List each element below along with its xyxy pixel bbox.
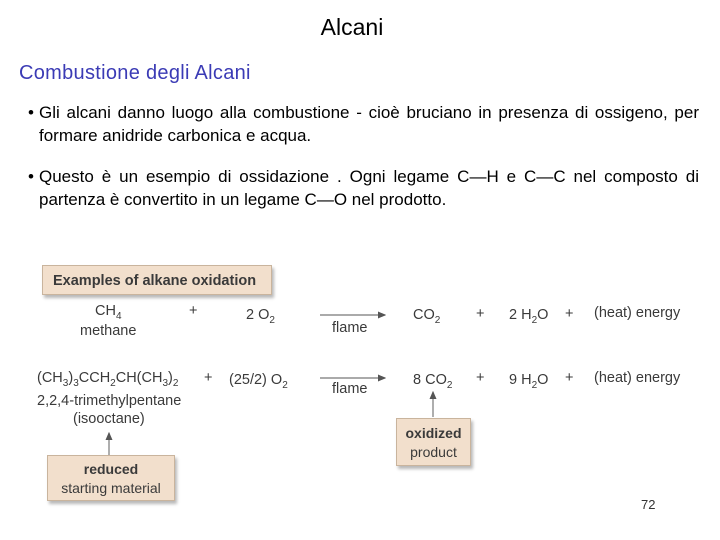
water-product: 2 $H_2O$ [509,307,549,326]
plus-sign: + [476,306,485,322]
oxidized-label-line2: product [410,444,457,460]
isooctane-name: 2,2,4-trimethylpentane [37,393,182,409]
energy-label: (heat) energy [594,370,681,386]
energy-label: (heat) energy [594,305,681,321]
oxygen-reactant: (25/2) $O_2$ [229,372,288,391]
figure-header: Examples of alkane oxidation [42,265,272,295]
methane-name: methane [80,323,137,339]
bullet-text: Questo è un esempio di ossidazione . Ogni legame C—H e C—C nel composto di partenza è convertito in un legame C—O nel prodotto. [39,167,699,209]
slide-subtitle: Combustione degli Alcani [19,62,251,84]
methane-formula: $CH_4$ [95,303,122,322]
plus-sign: + [565,370,574,386]
oxidized-label-line1: oxidized [405,425,462,441]
reduced-label-line2: starting material [61,480,161,496]
co2-product: 8 $CO_2$ [413,372,453,391]
co2-product: $CO_2$ [413,307,441,326]
oxygen-reactant: 2 $O_2$ [246,307,275,326]
slide-title: Alcani [320,14,384,40]
arrow-label-flame: flame [332,320,368,336]
isooctane-common-name: (isooctane) [73,411,145,427]
reduced-starting-material-label [47,455,175,501]
page-number: 72 [641,497,656,512]
isooctane-formula: $(CH_3)_3CCH_2CH(CH_3)_2$ [37,370,179,389]
bullet-dot: • [28,103,34,122]
reduced-label-line1: reduced [83,461,139,477]
oxidized-product-label [396,418,471,466]
plus-sign: + [204,370,213,386]
water-product: 9 $H_2O$ [509,372,549,391]
arrow-label-flame: flame [332,381,368,397]
bullet-dot: • [28,167,34,186]
plus-sign: + [476,370,485,386]
bullet-text: Gli alcani danno luogo alla combustione - cioè bruciano in presenza di ossigeno, per formare anidride carbonica e acqua. [39,103,699,145]
plus-sign: + [189,303,198,319]
plus-sign: + [565,306,574,322]
